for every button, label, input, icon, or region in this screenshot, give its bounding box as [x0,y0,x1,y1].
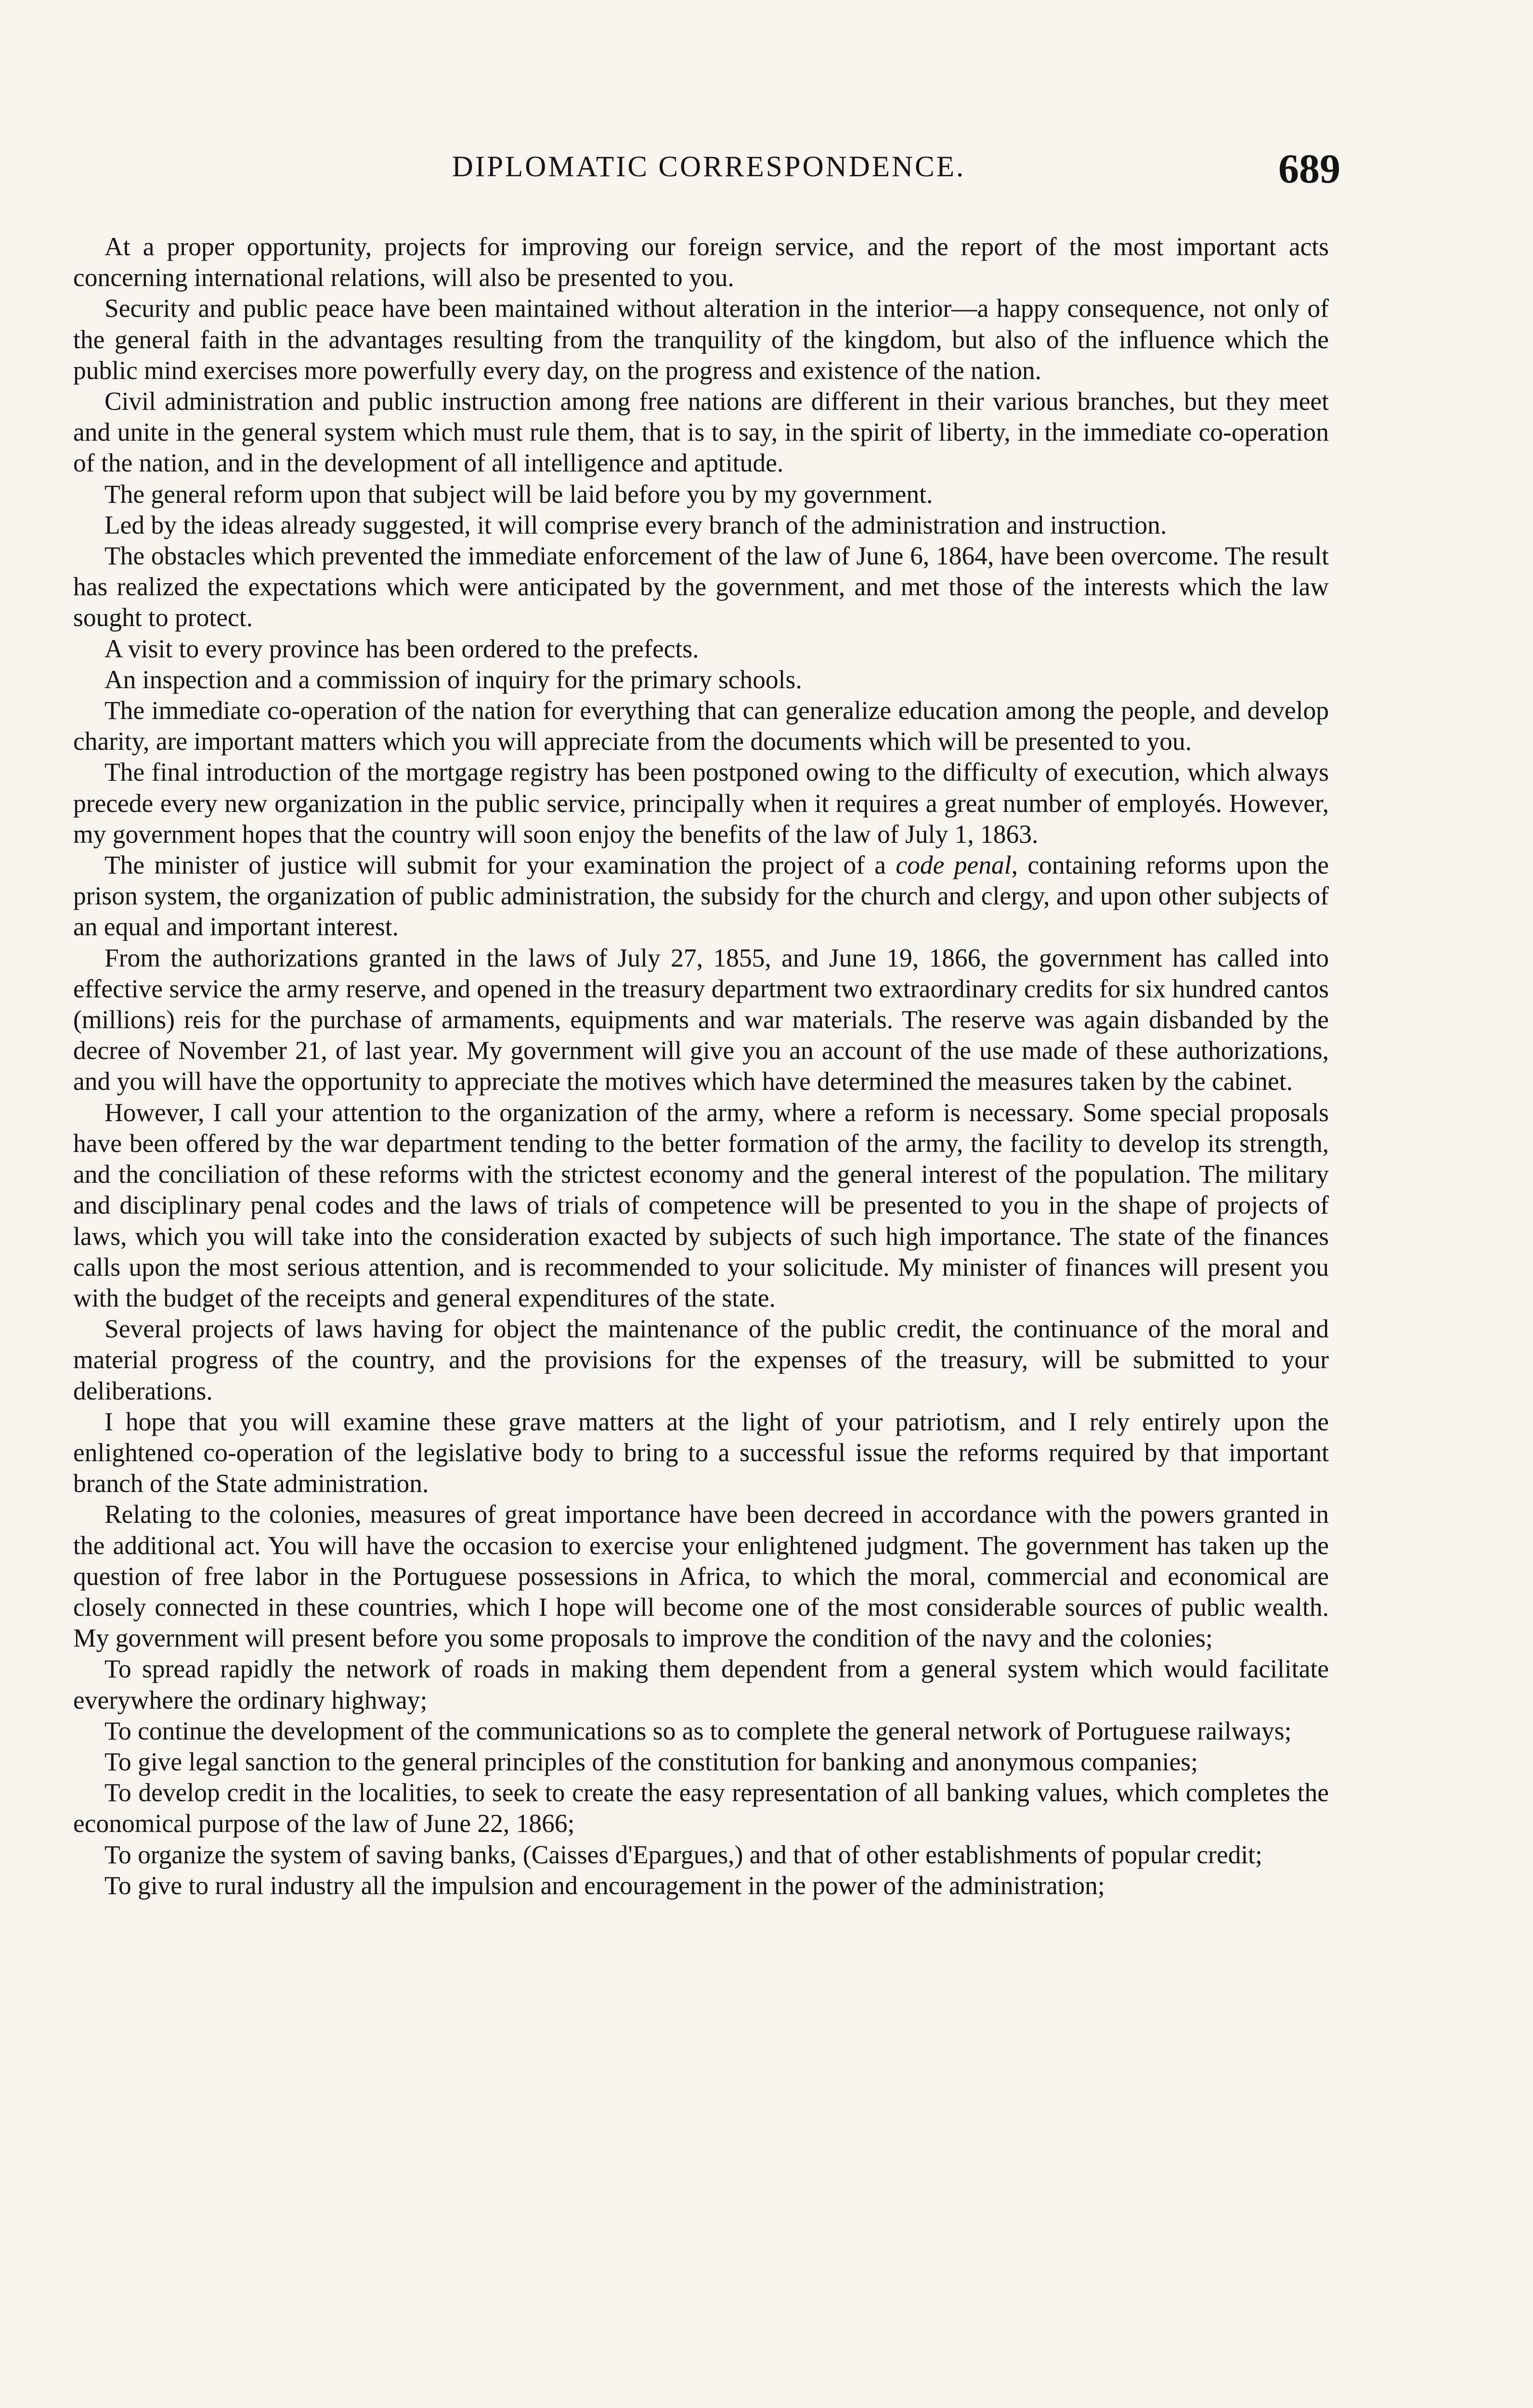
code-penal-italic: code penal [896,851,1012,880]
code-penal-text-after: , containing reforms upon the prison system, the organization of public administration, the subsidy for the church and clergy, and upon other subjects of an equal and important interest. [73,851,1329,942]
paragraph-general-reform: The general reform upon that subject will be laid before you by my government. [104,479,933,509]
paragraph-army-reserve: From the authorizations granted in the laws of July 27, 1855, and June 19, 1866, the government has called into effective service the army reserve, and opened in the treasury department two extraordinary credits for six hundred cantos (millions) reis for the purchase of armaments, equipments and war materials. The reserve was again disbanded by the decree of November 21, of last year. My government will give you an account of the use made of these authorizations, and you will have the opportunity to appreciate the motives which have determined the measures taken by the cabinet. [73,943,1329,1096]
code-penal-text-before: The minister of justice will submit for your examination the project of a [104,851,896,880]
running-head: DIPLOMATIC CORRESPONDENCE. [452,151,966,183]
paragraph-army-organization: However, I call your attention to the organization of the army, where a reform is necessary. Some special proposals have been offered by the war department tending to the better formation of the army, the facility to develop its strength, and the conciliation of these reforms with the strictest economy and the general interest of the population. The military and disciplinary penal codes and the laws of trials of competence will be presented to you in the shape of projects of laws, which you will take into the consideration exacted by subjects of such high importance. The state of the finances calls upon the most serious attention, and is recommended to your solicitude. My minister of finances will present you with the budget of the receipts and general expenditures of the state. [73,1098,1329,1312]
paragraph-civil-administration: Civil administration and public instruction among free nations are different in their various branches, but they meet and unite in the general system which must rule them, that is to say, in the spirit of liberty, in the immediate co-operation of the nation, and in the development of all intelligence and aptitude. [73,387,1329,478]
paragraph-foreign-service: At a proper opportunity, projects for improving our foreign service, and the report of the most important acts concerning international relations, will also be presented to you. [73,232,1329,292]
paragraph-rural-industry: To give to rural industry all the impulsion and encouragement in the power of the administration; [104,1871,1105,1900]
paragraph-inspection: An inspection and a commission of inquiry for the primary schools. [104,665,802,694]
paragraph-saving-banks: To organize the system of saving banks, (Caisses d'Epargues,) and that of other establishments of popular credit; [104,1840,1262,1869]
paragraph-colonies: Relating to the colonies, measures of great importance have been decreed in accordance with the powers granted in the additional act. You will have the occasion to exercise your enlightened judgment. The government has taken up the question of free labor in the Portuguese possessions in Africa, to which the moral, commercial and economical are closely connected in these countries, which I hope will become one of the most considerable sources of public wealth. My government will present before you some proposals to improve the condition of the navy and the colonies; [73,1500,1329,1653]
paragraph-ideas-suggested: Led by the ideas already suggested, it will comprise every branch of the administration and instruction. [104,510,1167,539]
paragraph-code-penal [73,850,1329,942]
page-number: 689 [1278,145,1340,192]
paragraph-public-credit: Several projects of laws having for object the maintenance of the public credit, the continuance of the moral and material progress of the country, and the provisions for the expenses of the treasury, will be submitted to your deliberations. [73,1314,1329,1405]
paragraph-obstacles-law: The obstacles which prevented the immediate enforcement of the law of June 6, 1864, have been overcome. The result has realized the expectations which were anticipated by the government, and met those of the interests which the law sought to protect. [73,541,1329,632]
paragraph-banking: To give legal sanction to the general principles of the constitution for banking and anonymous companies; [104,1747,1198,1776]
paragraph-roads: To spread rapidly the network of roads in making them dependent from a general system which would facilitate everywhere the ordinary highway; [73,1654,1329,1714]
paragraph-railways: To continue the development of the communications so as to complete the general network of Portuguese railways; [104,1716,1292,1745]
paragraph-patriotism: I hope that you will examine these grave matters at the light of your patriotism, and I rely entirely upon the enlightened co-operation of the legislative body to bring to a successful issue the reforms required by that important branch of the State administration. [73,1407,1329,1498]
paragraph-public-peace: Security and public peace have been maintained without alteration in the interior—a happy consequence, not only of the general faith in the advantages resulting from the tranquility of the kingdom, but also of the influence which the public mind exercises more powerfully every day, on the progress and existence of the nation. [73,294,1329,385]
page-header [77,144,1340,197]
paragraph-mortgage-registry: The final introduction of the mortgage registry has been postponed owing to the difficulty of execution, which always precede every new organization in the public service, principally when it requires a great number of employés. However, my government hopes that the country will soon enjoy the benefits of the law of July 1, 1863. [73,758,1329,849]
body-text [73,231,1329,1901]
paragraph-province-visit: A visit to every province has been ordered to the prefects. [104,634,699,663]
paragraph-credit-localities: To develop credit in the localities, to seek to create the easy representation of all banking values, which completes the economical purpose of the law of June 22, 1866; [73,1778,1329,1838]
paragraph-education: The immediate co-operation of the nation for everything that can generalize education among the people, and develop charity, are important matters which you will appreciate from the documents which will be presented to you. [73,696,1329,756]
